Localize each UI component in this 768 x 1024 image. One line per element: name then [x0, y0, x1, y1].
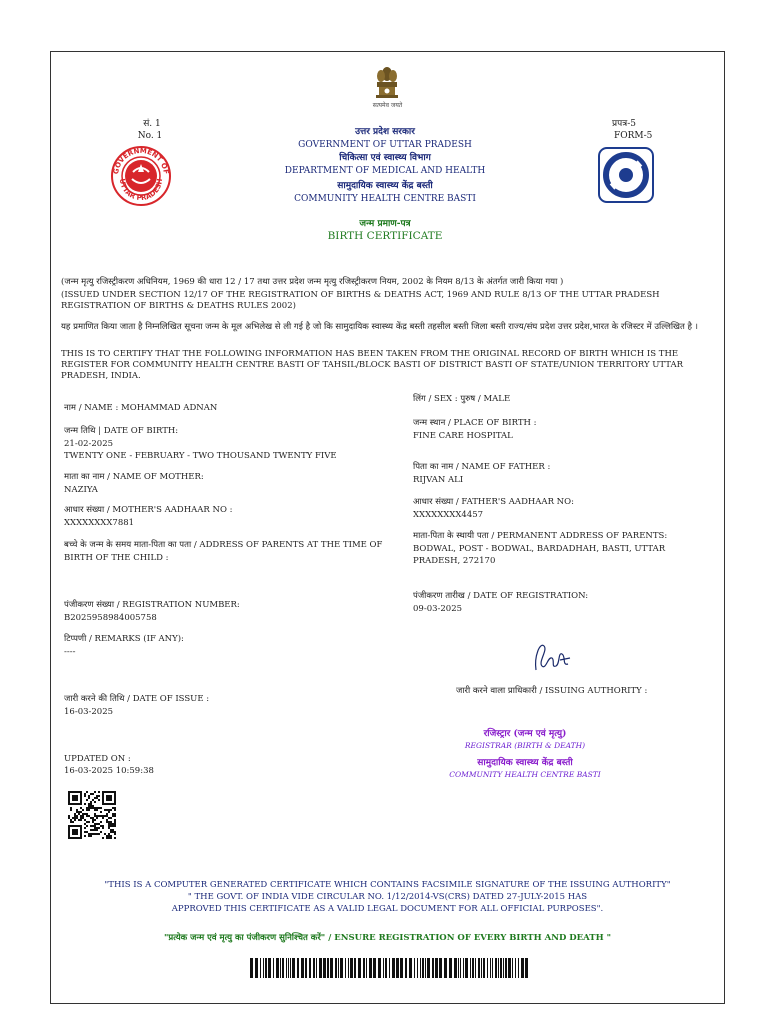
perm-addr-line1: BODWAL, POST - BODWAL, BARDADHAH, BASTI, UTTAR — [413, 544, 666, 554]
national-emblem-icon — [372, 64, 402, 100]
serial-hi: सं. 1 — [143, 119, 161, 129]
barcode-icon — [250, 958, 528, 978]
dept-hi: चिकित्सा एवं स्वास्थ्य विभाग — [339, 153, 431, 163]
perm-addr-label: माता-पिता के स्थायी पता / PERMANENT ADDRESS OF PARENTS: — [413, 531, 668, 541]
seal-top-text: GOVERNMENT OF — [111, 146, 170, 175]
up-government-seal-icon — [110, 145, 172, 207]
seal-bottom-text: UTTAR PRADESH — [117, 178, 165, 203]
state-en: GOVERNMENT OF UTTAR PRADESH — [298, 140, 472, 150]
certify-hi: यह प्रमाणित किया जाता है निम्नलिखित सूचना जन्म के मूल अभिलेख से ली गई है जो कि सामुदायिक स्वास्थ्य केंद्र बस्ती तहसील बस्ती जिला बस्ती राज्य/संघ प्रदेश उत्तर प्रदेश,भारत के रजिस्टर में उल्लिखित है । — [61, 322, 698, 332]
registrar-title-en: REGISTRAR (BIRTH & DEATH) — [464, 741, 586, 750]
issue-date-label: जारी करने की तिथि / DATE OF ISSUE : — [64, 694, 210, 704]
signature-icon — [530, 636, 574, 676]
issued-under-en: (ISSUED UNDER SECTION 12/17 OF THE REGISTRATION OF BIRTHS & DEATHS ACT, 1969 AND RULE 8/13 OF THE UTTAR PRADESH REGISTRATION OF BIRTHS & DEATHS RULES 2002) — [61, 290, 660, 311]
dob-words: TWENTY ONE - FEBRUARY - TWO THOUSAND TWENTY FIVE — [64, 451, 337, 461]
issued-under-hi: (जन्म मृत्यु रजिस्ट्रीकरण अधिनियम, 1969 की धारा 12 / 17 तथा उत्तर प्रदेश जन्म मृत्यु रजिस्ट्रीकरण नियम, 2002 के नियम 8/13 के अंतर्गत जारी किया गया ) — [61, 277, 564, 287]
father-aadhaar-label: आधार संख्या / FATHER'S AADHAAR NO: — [413, 497, 574, 507]
certify-en: THIS IS TO CERTIFY THAT THE FOLLOWING INFORMATION HAS BEEN TAKEN FROM THE ORIGINAL RECORD OF BIRTH WHICH IS THE REGISTER FOR COMMUNITY HEALTH CENTRE BASTI OF TAHSIL/BLOCK BASTI OF DISTRICT BASTI OF STATE/UNION TERRITORY UTTAR PRADESH, INDIA. — [61, 349, 683, 381]
registrar-chc-en: COMMUNITY HEALTH CENTRE BASTI — [449, 770, 601, 779]
form-en: FORM-5 — [614, 131, 653, 141]
reg-date-value: 09-03-2025 — [413, 604, 463, 614]
remarks-label: टिप्पणी / REMARKS (IF ANY): — [64, 634, 184, 644]
chc-hi: सामुदायिक स्वास्थ्य केंद्र बस्ती — [337, 181, 433, 191]
emblem-motto: सत्यमेव जयते — [372, 102, 403, 109]
reg-no-label: पंजीकरण संख्या / REGISTRATION NUMBER: — [64, 600, 240, 610]
crs-logo-icon — [598, 147, 654, 203]
title-hi: जन्म प्रमाण-पत्र — [359, 219, 411, 229]
dob-label: जन्म तिथि | DATE OF BIRTH: — [64, 426, 179, 436]
addr-birth-label-1: बच्चे के जन्म के समय माता-पिता का पता / ADDRESS OF PARENTS AT THE TIME OF — [64, 540, 383, 550]
pob-value: FINE CARE HOSPITAL — [413, 431, 513, 441]
issue-date-value: 16-03-2025 — [64, 707, 114, 717]
registrar-title-hi: रजिस्ट्रार (जन्म एवं मृत्यु) — [483, 729, 567, 739]
child-name: नाम / NAME : MOHAMMAD ADNAN — [64, 403, 218, 413]
updated-label: UPDATED ON : — [64, 754, 131, 764]
registrar-chc-hi: सामुदायिक स्वास्थ्य केंद्र बस्ती — [477, 758, 573, 768]
mother-label: माता का नाम / NAME OF MOTHER: — [64, 472, 204, 482]
reg-date-label: पंजीकरण तारीख / DATE OF REGISTRATION: — [413, 591, 589, 601]
mother-aadhaar-label: आधार संख्या / MOTHER'S AADHAAR NO : — [64, 505, 233, 515]
form-hi: प्रपत्र-5 — [612, 119, 636, 129]
qr-code-icon — [68, 791, 116, 839]
chc-en: COMMUNITY HEALTH CENTRE BASTI — [294, 194, 476, 204]
child-sex: लिंग / SEX : पुरुष / MALE — [413, 394, 511, 404]
perm-addr-line2: PRADESH, 272170 — [413, 556, 496, 566]
father-value: RIJVAN ALI — [413, 475, 464, 485]
footer-slogan: "प्रत्येक जन्म एवं मृत्यु का पंजीकरण सुनिश्चित करें" / ENSURE REGISTRATION OF EVERY BIRTH AND DEATH " — [163, 933, 612, 943]
dob-value: 21-02-2025 — [64, 439, 114, 449]
serial-en: No. 1 — [137, 131, 163, 141]
father-label: पिता का नाम / NAME OF FATHER : — [413, 462, 551, 472]
reg-no-value: B2025958984005758 — [64, 613, 157, 623]
remarks-value: ---- — [64, 647, 76, 657]
footer-note-1: "THIS IS A COMPUTER GENERATED CERTIFICATE WHICH CONTAINS FACSIMILE SIGNATURE OF THE ISSUING AUTHORITY" — [104, 880, 671, 890]
dept-en: DEPARTMENT OF MEDICAL AND HEALTH — [284, 166, 486, 176]
title-en: BIRTH CERTIFICATE — [327, 230, 443, 242]
pob-label: जन्म स्थान / PLACE OF BIRTH : — [413, 418, 537, 428]
addr-birth-label-2: BIRTH OF THE CHILD : — [64, 553, 169, 563]
state-hi: उत्तर प्रदेश सरकार — [355, 127, 415, 137]
footer-note-3: APPROVED THIS CERTIFICATE AS A VALID LEGAL DOCUMENT FOR ALL OFFICIAL PURPOSES". — [171, 904, 604, 914]
father-aadhaar-value: XXXXXXXX4457 — [413, 510, 484, 520]
issuing-authority: जारी करने वाला प्राधिकारी / ISSUING AUTHORITY : — [456, 686, 648, 696]
footer-note-2: " THE GOVT. OF INDIA VIDE CIRCULAR NO. 1/12/2014-VS(CRS) DATED 27-JULY-2015 HAS — [187, 892, 588, 902]
mother-value: NAZIYA — [64, 485, 98, 495]
mother-aadhaar-value: XXXXXXXX7881 — [64, 518, 135, 528]
updated-value: 16-03-2025 10:59:38 — [64, 766, 154, 776]
